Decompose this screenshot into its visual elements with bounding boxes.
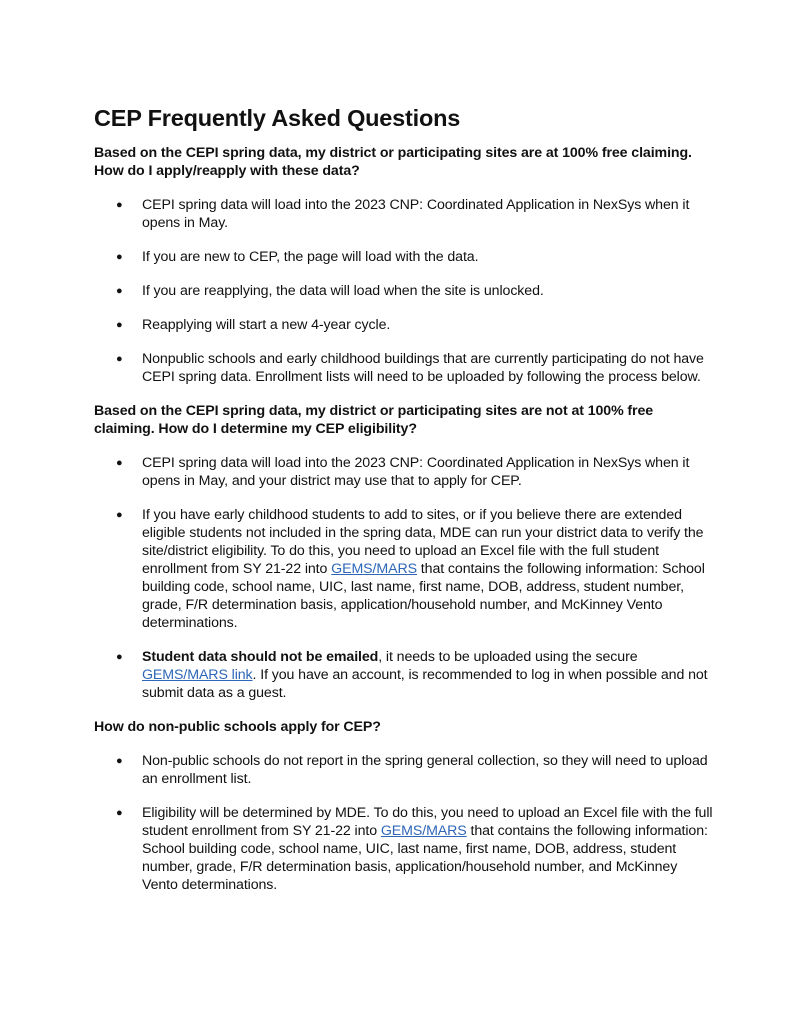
list-item: ● Student data should not be emailed, it needs to be uploaded using the secure GEMS/MARS link. If you have an account, is recommended to log in when possible and not submit data as a guest.: [116, 649, 708, 701]
bullet-icon: ●: [116, 353, 123, 365]
gems-mars-secure-link[interactable]: GEMS/MARS link: [142, 667, 253, 683]
bullet-icon: ●: [116, 285, 123, 297]
bullet-icon: ●: [116, 509, 123, 521]
faq-question-2: Based on the CEPI spring data, my district or participating sites are not at 100% free claiming. How do I determine my CEP eligibility?: [94, 403, 654, 437]
list-item: ● If you are reapplying, the data will load when the site is unlocked.: [116, 283, 544, 299]
list-item: ● Eligibility will be determined by MDE. To do this, you need to upload an Excel file with the full student enrollment from SY 21-22 into GEMS/MARS that contains the following information: School building code, school name, UIC, last name, first name, DOB, address, student number, grade, F/R determination basis, application/household number, and McKinney Vento determinations.: [116, 805, 713, 893]
bullet-icon: ●: [116, 807, 123, 819]
list-item: ● Non-public schools do not report in the spring general collection, so they will need to upload an enrollment list.: [116, 753, 708, 787]
gems-mars-link[interactable]: GEMS/MARS: [331, 561, 417, 577]
bullet-icon: ●: [116, 319, 123, 331]
warning-text: Student data should not be emailed: [142, 649, 379, 665]
list-item: ● Nonpublic schools and early childhood buildings that are currently participating do not have CEPI spring data. Enrollment lists will need to be uploaded by following the process below.: [116, 351, 704, 385]
document-page: [94, 104, 714, 910]
bullet-icon: ●: [116, 199, 123, 211]
bullet-icon: ●: [116, 651, 123, 663]
bullet-icon: ●: [116, 251, 123, 263]
faq-answer-list-2: [94, 454, 714, 702]
faq-answer-list-1: [94, 196, 714, 386]
list-item: ● If you have early childhood students to add to sites, or if you believe there are extended eligible students not included in the spring data, MDE can run your district data to verify the site/district eligibility. To do this, you need to upload an Excel file with the full student enrollment from SY 21-22 into GEMS/MARS that contains the following information: School building code, school name, UIC, last name, first name, DOB, address, student number, grade, F/R determination basis, application/household number, and McKinney Vento determinations.: [116, 507, 705, 631]
faq-question-3: How do non-public schools apply for CEP?: [94, 719, 381, 735]
gems-mars-link[interactable]: GEMS/MARS: [380, 823, 467, 839]
faq-question-1: Based on the CEPI spring data, my district or participating sites are at 100% free claiming. How do I apply/reapply with these data?: [94, 145, 692, 179]
bullet-icon: ●: [116, 755, 123, 767]
page-title: CEP Frequently Asked Questions: [94, 105, 461, 131]
list-item: ● If you are new to CEP, the page will load with the data.: [116, 249, 479, 265]
bullet-icon: ●: [116, 457, 123, 469]
faq-answer-list-3: [94, 752, 714, 894]
list-item: ● Reapplying will start a new 4-year cycle.: [116, 317, 391, 333]
list-item: ● CEPI spring data will load into the 2023 CNP: Coordinated Application in NexSys when it opens in May, and your district may use that to apply for CEP.: [116, 455, 690, 489]
list-item: ● CEPI spring data will load into the 2023 CNP: Coordinated Application in NexSys when it opens in May.: [116, 197, 690, 231]
